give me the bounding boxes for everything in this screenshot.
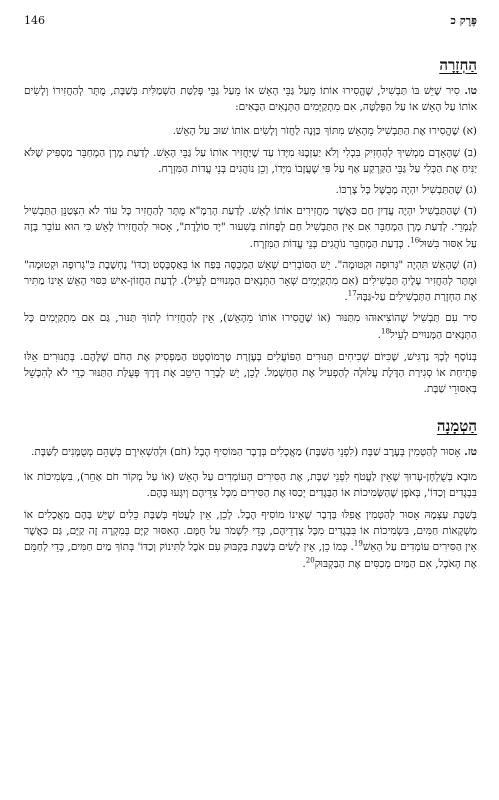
condition-text-tail: . כְּדַעַת הַמְחַבֵּר נוֹהֲגִים בְּנֵי עֲדוֹת הַמִּזְרָח.	[249, 237, 411, 250]
condition-text: שֶׁהֱסִירוּ אֶת הַתַּבְשִׁיל מֵהָאֵשׁ מִתּוֹךְ כַּוָּנָה לַחֲזֹר וְלָשִׂים אוֹתוֹ שׁוּב עַל הָאֵשׁ.	[172, 125, 460, 138]
paragraph-text-tail: . כְּמוֹ כֵן, אֵין לָשִׂים בְּשַׁבָּת בַּקְבּוּק עִם אֹכֶל לַתִּינוֹק וְכַדּוֹ' בְּתוֹךְ מַיִם חַמִּים, כְּדֵי לְחַמֵּם אֶת הָאֹכֶל, אִם הַמַּיִם מְכַסִּים אֶת הַבַּקְבּוּק	[24, 541, 477, 570]
paragraph-text: סִיר שֶׁיֵּשׁ בּוֹ תַּבְשִׁיל, שֶׁהֱסִירוּ אוֹתוֹ מֵעַל גַּבֵּי הָאֵשׁ אוֹ מֵעַל גַּבֵּי פְּלַטַּת הַשְׁמַלִּית בְּשַׁבָּת, מֻתָּר לְהַחֲזִירוֹ וְלָשִׂים אוֹתוֹ עַל הָאֵשׁ אוֹ עַל הַפְּלַטָּה, אִם מִתְקַיְּמִים הַתְּנָאִים הַבָּאִים:	[24, 85, 477, 114]
condition-text: שֶׁהָאֵשׁ תִּהְיֶה "גְּרוּפָה וּקְטוּמָה". יֵשׁ הַסּוֹבְרִים שֶׁאֵשׁ הַמְכֻסָּה בְּפַח אוֹ בְּאַסְבֶּסְט וְכַדּוֹ' נֶחְשֶׁבֶת כִּ"גְרוּפָה וּקְטוּמָה" וּמֻתָּר לְהַחֲזִיר עָלֶיהָ תַּבְשִׁילִים (אִם מִתְקַיְּמִים שְׁאָר הַתְּנָאִים הַמְּנוּיִים לְעֵיל). לְדַעַת הַחֲזוֹן-אִישׁ כִּסּוּי הָאֵשׁ אֵינוֹ מַתִּיר אֶת הַחְזָרַת הַתַּבְשִׁילִים עַל-גַּבָּהּ	[24, 258, 477, 304]
paragraph-text: אָסוּר לְהַטְמִין בְּעֶרֶב שַׁבָּת (לִפְנֵי הַשַּׁבָּת) מַאֲכָלִים בְּדָבָר הַמּוֹסִיף הֶבֶל (חֹם) וּלְהַשְׁאִירָם כְּשֶׁהֵם מְטֻמָּנִים לַשַּׁבָּת.	[31, 446, 461, 459]
paragraph-text: בְּשַׁבָּת עַצְמָהּ אָסוּר לְהַטְמִין אֲפִלּוּ בְּדָבָר שֶׁאֵינוֹ מוֹסִיף הֶבֶל. לָכֵן, אֵין לַעֲטֹף בְּשַׁבָּת כֵּלִים שֶׁיֵּשׁ בָּהֶם מַאֲכָלִים אוֹ מַשְׁקָאוֹת חַמִּים, בִּשְׂמִיכוֹת אוֹ בִּבְגָדִים מִכָּל צְדָדֵיהֶם, כְּדֵי לִשְׁמֹר עַל חֻמָּם. הָאִסּוּר קַיָּם בְּמִקְרֶה זֶה קַיָּם, גַּם כַּאֲשֶׁר אֵין הַסִּירִים עוֹמְדִים עַל הָאֵשׁ	[24, 509, 477, 554]
footnote-ref[interactable]: 16	[410, 236, 420, 245]
paragraph-mark: טו.	[464, 85, 477, 97]
condition-mark: (ג)	[465, 184, 477, 197]
paragraph-text-end: .	[302, 557, 306, 570]
footnote-ref[interactable]: 18	[380, 327, 390, 336]
paragraph-text: סִיר עִם תַּבְשִׁיל שֶׁהוֹצִיאוּהוּ מִתַּנּוּר (אוֹ שֶׁהֱסִירוּ אוֹתוֹ מֵהָאֵשׁ), אֵין לְהַחֲזִירוֹ לְתוֹךְ תַּנּוּר, גַּם אִם מִתְקַיְּמִים כָּל הַתְּנָאִים הַמְּנוּיִים לְעֵיל	[24, 312, 477, 341]
paragraph-oven	[24, 310, 477, 342]
paragraph-mark: טז.	[464, 446, 477, 459]
paragraph-16	[24, 444, 477, 460]
condition-mark: (ה)	[462, 258, 477, 271]
footnote-ref[interactable]: 20	[305, 556, 315, 565]
paragraph-shulchan-aruch	[24, 469, 477, 501]
running-header	[24, 14, 477, 30]
condition-a	[24, 123, 477, 139]
paragraph-text: בְּנוֹסָף לְכָךְ נַדְגִּישׁ, שֶׁכִּיּוֹם שְׁכִיחִים תַּנּוּרִים הַפּוֹעֲלִים בְּעֶזְרַת טֶרְמוֹסְטָט הַמַּפְסִיק אֶת הַחֹם שֶׁלָּהֶם. בְּתַנּוּרִים אֵלּוּ פְּתִיחַת אוֹ סְגִירַת הַדֶּלֶת עֲלוּלָה לְהַפְעִיל אֶת הַחַשְׁמַל. לָכֵן, יֵשׁ לְבָרֵר הֵיטֵב אֶת דֶּרֶךְ פְּעֻלַּת הַתַּנּוּר כְּדֵי לֹא לְהִכָּשֵׁל בְּאִסּוּרֵי שַׁבָּת.	[24, 350, 477, 396]
condition-mark: (א)	[462, 125, 477, 138]
chapter-label: פֶּרֶק כ	[450, 14, 477, 27]
paragraph-on-shabbat	[24, 507, 477, 572]
paragraph-15	[24, 83, 477, 115]
condition-d	[24, 203, 477, 252]
condition-text: שֶׁהַתַּבְשִׁיל יִהְיֶה עֲדַיִן חַם כַּאֲשֶׁר מַחֲזִירִים אוֹתוֹ לָאֵשׁ. לְדַעַת הָרַמָ"א מֻתָּר לְהַחֲזִיר כָּל עוֹד לֹא הִצְטַנֵּן הַתַּבְשִׁיל לְגַמְרֵי. לְדַעַת מָרָן הַמְחַבֵּר אִם אֵין הַתַּבְשִׁיל חַם לְפָחוֹת בְּשִׁעוּר "יָד סוֹלֶדֶת", אָסוּר לְהַחֲזִירוֹ לָאֵשׁ כִּי הוּא עוֹבֵר בָּזֶה עַל אִסּוּר בִּשּׁוּל	[24, 205, 477, 250]
paragraph-thermostat	[24, 349, 477, 398]
condition-mark: (ב)	[463, 146, 478, 159]
footnote-ref[interactable]: 17	[347, 289, 357, 298]
condition-b	[24, 145, 477, 177]
paragraph-text-tail: .	[377, 328, 381, 341]
condition-text: שֶׁהָאָדָם מַמְשִׁיךְ לְהַחְזִיק בִּכְלִי וְלֹא יַעַזְבֶנּוּ מִיָּדוֹ עַד שֶׁיַּחֲזִיר אוֹתוֹ עַל גַּבֵּי הָאֵשׁ. לְדַעַת מָרָן הַמְחַבֵּר מַסְפִּיק שֶׁלֹּא יַנִּיחַ אֶת הַכְּלִי עַל גַּבֵּי הַקַּרְקַע אַף עַל פִּי שֶׁעֲזָבוֹ מִיָּדוֹ, וְכֵן נוֹהֲגִים בְּנֵי עֲדוֹת הַמִּזְרָח.	[24, 146, 477, 175]
section-title-return: הַחְזָרָה	[439, 56, 477, 74]
condition-c	[24, 182, 477, 198]
footnote-ref[interactable]: 19	[353, 539, 363, 548]
section-title-insulation: הַטְמָנָה	[436, 417, 477, 436]
condition-text: שֶׁהַתַּבְשִׁיל יִהְיֶה מְבֻשָּׁל כָּל צָרְכּוֹ.	[335, 184, 462, 197]
condition-text-tail: .	[344, 291, 348, 304]
paragraph-text: מוּבָא בְּשֻׁלְחָן-עָרוּךְ שֶׁאֵין לַעֲטֹף לִפְנֵי שַׁבָּת, אֶת הַסִּירִים הָעוֹמְדִים עַל הָאֵשׁ (אוֹ עַל מְקוֹר חֹם אַחֵר), בִּשְׂמִיכוֹת אוֹ בִּבְגָדִים וְכַדּוֹ', בְּאֹפֶן שֶׁהַשְּׂמִיכוֹת אוֹ הַבְּגָדִים יְכַסּוּ אֶת הַסִּירִים מִכָּל צִדֵּיהֶם וְיִגְּעוּ בָּהֶם.	[24, 470, 477, 499]
condition-mark: (ד)	[463, 205, 477, 218]
page-number: 146	[24, 14, 45, 27]
condition-e	[24, 257, 477, 306]
